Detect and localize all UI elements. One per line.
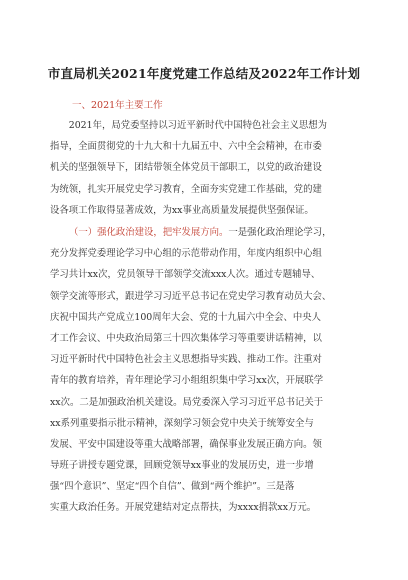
paragraph-line: xx次。二是加强政治机关建设。局党委深入学习习近平总书记关于 bbox=[50, 396, 324, 408]
paragraph-line: 2021年，局党委坚持以习近平新时代中国特色社会主义思想为 bbox=[50, 120, 327, 131]
paragraph-line: 庆祝中国共产党成立100周年大会、党的十九届六中全会、中央人 bbox=[50, 311, 322, 323]
paragraph-line: 学习共计xx次，党员领导干部领学交流xxx人次。通过专题辅导、 bbox=[50, 269, 321, 281]
document-title: 市直局机关2021年度党建工作总结及2022年工作计划 bbox=[47, 66, 361, 81]
paragraph-line: 强“四个意识”、坚定“四个自信”、做到“两个维护”。三是落 bbox=[50, 481, 295, 493]
paragraph-line: 充分发挥党委理论学习中心组的示范带动作用，年度内组织中心组 bbox=[50, 248, 322, 260]
paragraph-line: 发展、平安中国建设等重大战略部署，确保事业发展正确方向。领 bbox=[50, 438, 322, 450]
paragraph-line: xx系列重要指示批示精神，深刻学习领会党中央关于统筹安全与 bbox=[50, 417, 314, 429]
paragraph-line-rest: 一是强化政治理论学习， bbox=[228, 227, 332, 238]
paragraph-line: 为统领，扎实开展党史学习教育，全面夯实党建工作基础，党的建 bbox=[50, 183, 322, 195]
paragraph-2 bbox=[50, 222, 362, 519]
paragraph-line: 才工作会议、中央政治局第三十四次集体学习等重要讲话精神，以 bbox=[50, 332, 322, 344]
paragraph-line: 机关的坚强领导下，团结带领全体党员干部职工，以党的政治建设 bbox=[50, 162, 322, 174]
paragraph-line bbox=[50, 222, 362, 243]
paragraph-line: 设各项工作取得显著成效，为xx事业高质量发展提供坚强保证。 bbox=[50, 204, 314, 216]
paragraph-line: 领学交流等形式，跟进学习习近平总书记在党史学习教育动员大会、 bbox=[50, 290, 332, 302]
paragraph-line: 青年的教育培养，青年理论学习小组组织集中学习xx次，开展联学 bbox=[50, 375, 324, 387]
paragraph-line: 指导，全面贯彻党的十九大和十九届五中、六中全会精神，在市委 bbox=[50, 141, 322, 153]
paragraph-line: 实重大政治任务。开展党建结对定点帮扶，为xxxx捐款xx万元。 bbox=[50, 502, 317, 514]
section-heading: 一、2021年主要工作 bbox=[72, 100, 163, 111]
subheading: （一）强化政治建设，把牢发展方向。 bbox=[69, 227, 229, 238]
paragraph-line: 习近平新时代中国特色社会主义思想指导实践、推动工作。注重对 bbox=[50, 354, 322, 366]
paragraph-1 bbox=[50, 115, 362, 221]
paragraph-line: 导班子讲授专题党课，回顾党领导xx事业的发展历史，进一步增 bbox=[50, 460, 314, 472]
